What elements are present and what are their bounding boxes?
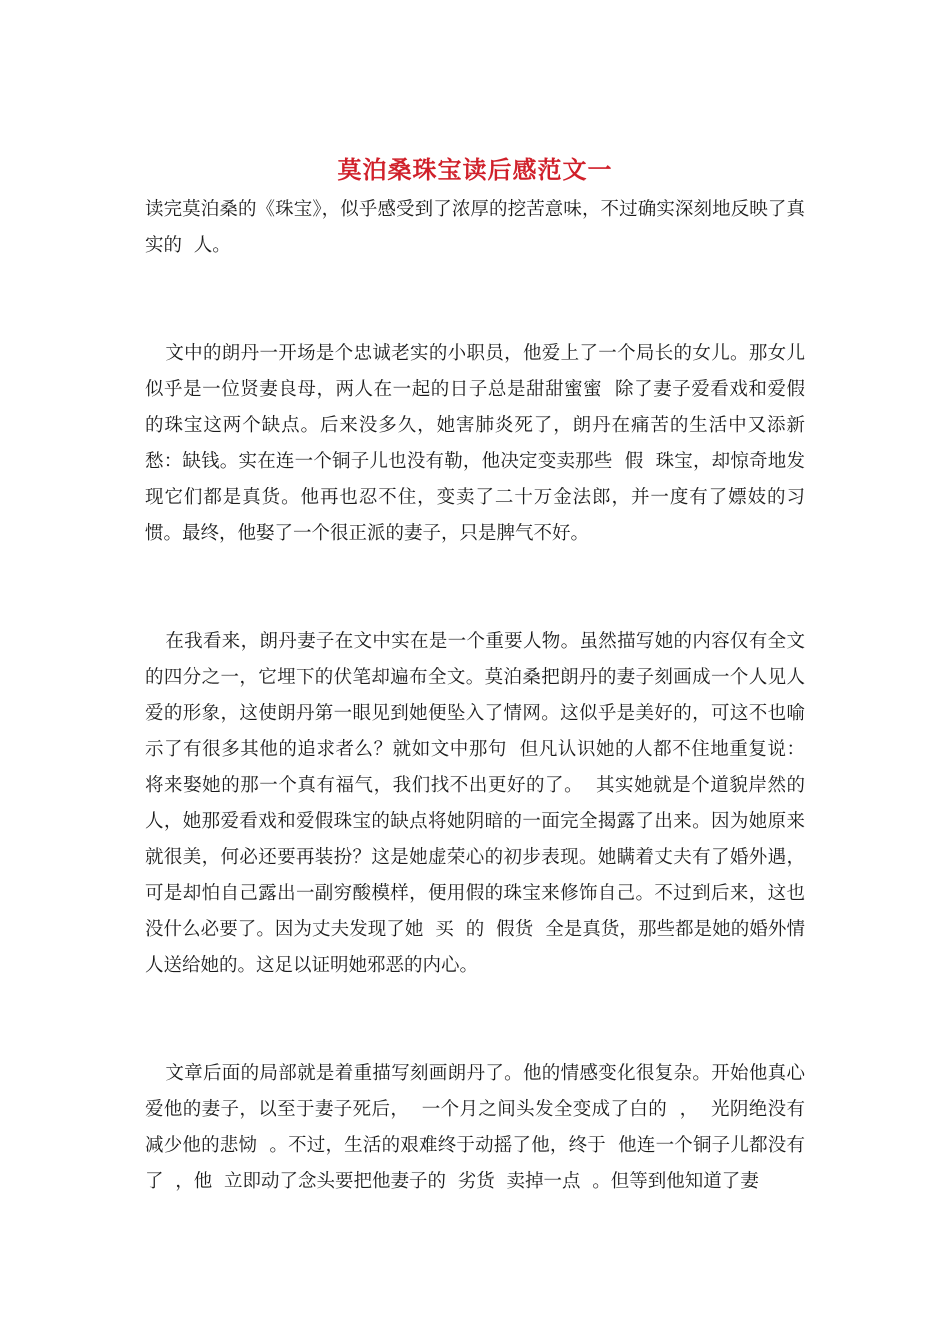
paragraph-gap [145,984,805,1056]
paragraph-gap [145,552,805,624]
paragraph-langdan-analysis: 文章后面的局部就是着重描写刻画朗丹了。他的情感变化很复杂。开始他真心爱他的妻子，以至于妻子死后， 一个月之间头发全变成了白的 ， 光阴绝没有减少他的悲恸 。不过，生活的艰难终于动摇了他，终于 他连一个铜子儿都没有了 ，他 立即动了念头要把他妻子的 劣货 卖掉一点 。但等到他知道了妻 [145,1063,805,1192]
paragraph-wife-analysis: 在我看来，朗丹妻子在文中实在是一个重要人物。虽然描写她的内容仅有全文的四分之一，它埋下的伏笔却遍布全文。莫泊桑把朗丹的妻子刻画成一个人见人爱的形象，这使朗丹第一眼见到她便坠入了情网。这似乎是美好的，可这不也喻示了有很多其他的追求者么？就如文中那句 但凡认识她的人都不住地重复说： 将来娶她的那一个真有福气，我们找不出更好的了。 其实她就是个道貌岸然的人，她那爱看戏和爱假珠宝的缺点将她阴暗的一面完全揭露了出来。因为她原来就很美，何必还要再装扮？这是她虚荣心的初步表现。她瞒着丈夫有了婚外遇，可是却怕自己露出一副穷酸模样，便用假的珠宝来修饰自己。不过到后来，这也没什么必要了。因为丈夫发现了她 买 的 假货 全是真货，那些都是她的婚外情人送给她的。这足以证明她邪恶的内心。 [145,631,817,976]
paragraph-story-summary: 文中的朗丹一开场是个忠诚老实的小职员，他爱上了一个局长的女儿。那女儿似乎是一位贤妻良母，两人在一起的日子总是甜甜蜜蜜 除了妻子爱看戏和爱假 的珠宝这两个缺点。后来没多久，她害肺炎死了，朗丹在痛苦的生活中又添新愁：缺钱。实在连一个铜子儿也没有勒，他决定变卖那些 假 珠宝，却惊奇地发现它们都是真货。他再也忍不住，变卖了二十万金法郎，并一度有了嫖妓的习惯。最终，他娶了一个很正派的妻子，只是脾气不好。 [145,343,817,544]
document-title: 莫泊桑珠宝读后感范文一 [337,155,613,184]
document-page [145,150,817,1200]
paragraph-intro: 读完莫泊桑的《珠宝》，似乎感受到了浓厚的挖苦意味，不过确实深刻地反映了真实的 人。 [145,199,805,256]
paragraph-gap [145,264,805,336]
